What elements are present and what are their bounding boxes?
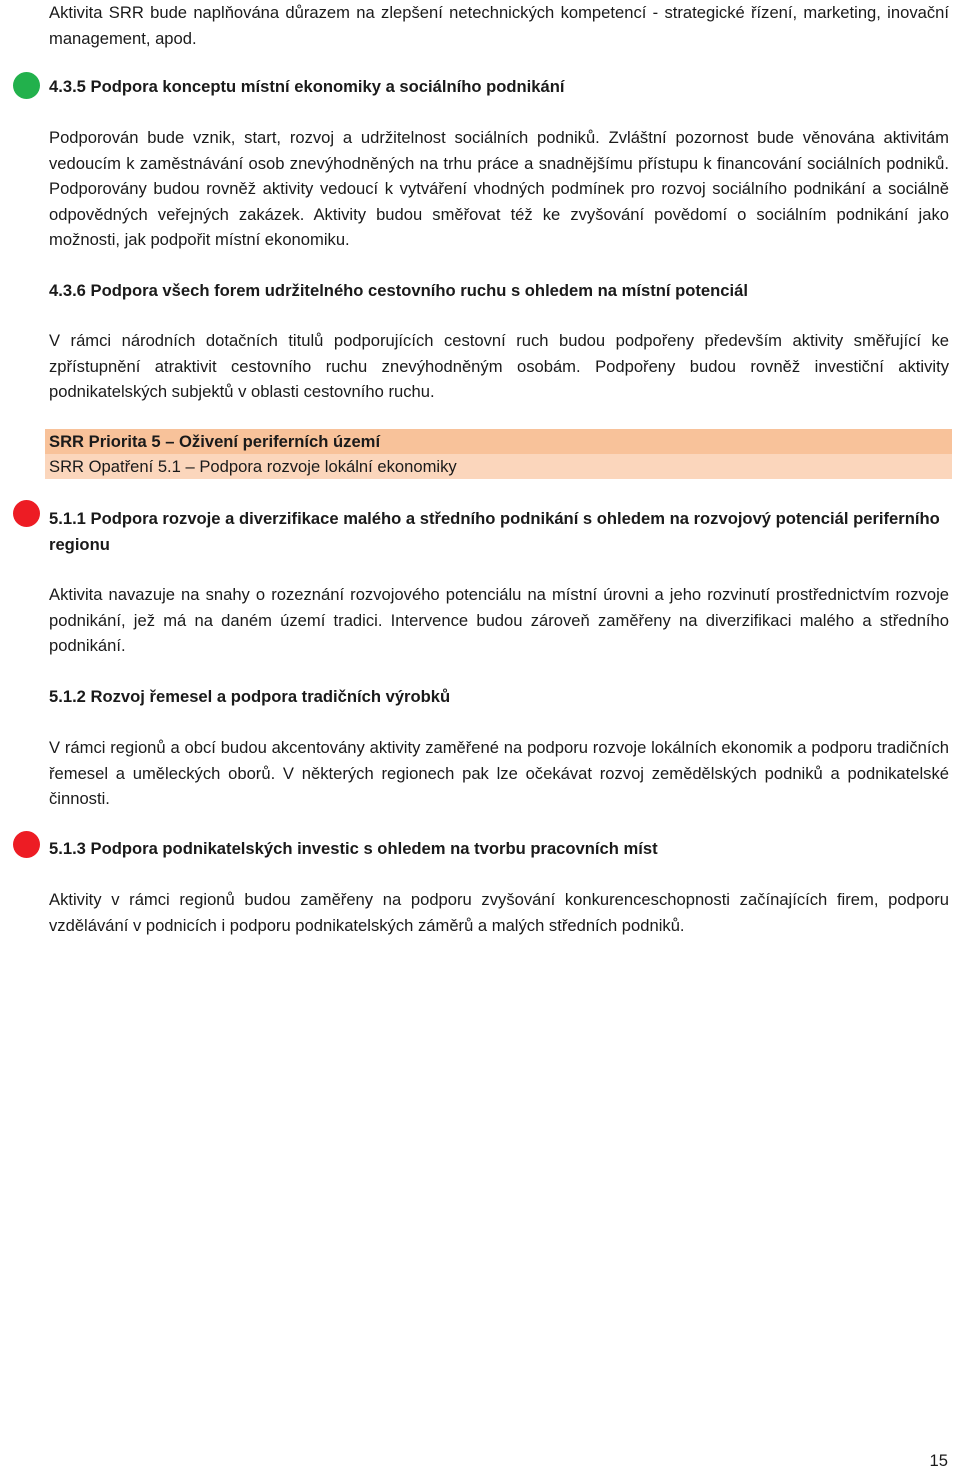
red-status-dot-icon [13, 500, 40, 527]
section-text-5-1-1: Aktivita navazuje na snahy o rozeznání rozvojového potenciálu na místní úrovni a jeho rozvinutí prostřednictvím rozvoje podnikání, jež má na daném území tradici. Intervence budou zároveň zaměřeny na diverzifikaci malého a středního podnikání. [49, 585, 949, 655]
section-text-5-1-3: Aktivity v rámci regionů budou zaměřeny na podporu zvyšování konkurenceschopnosti začínajících firem, podporu vzdělávání v podnicích i podporu podnikatelských záměrů a malých středních podniků. [49, 890, 949, 935]
section-heading-4-3-5: 4.3.5 Podpora konceptu místní ekonomiky a sociálního podnikání [49, 77, 565, 96]
measure-bar: SRR Opatření 5.1 – Podpora rozvoje lokální ekonomiky [45, 454, 952, 479]
section-text-5-1-2: V rámci regionů a obcí budou akcentovány aktivity zaměřené na podporu rozvoje lokálních ekonomik a podporu tradičních řemesel a uměleckých oborů. V některých regionech pak lze očekávat rozvoj zemědělských podniků a podnikatelské činnosti. [49, 738, 949, 808]
section-heading-4-3-6: 4.3.6 Podpora všech forem udržitelného cestovního ruchu s ohledem na místní potenciál [49, 281, 748, 300]
intro-paragraph: Aktivita SRR bude naplňována důrazem na zlepšení netechnických kompetencí - strategické řízení, marketing, inovační management, apod. [49, 3, 949, 48]
priority-bar: SRR Priorita 5 – Oživení periferních území [45, 429, 952, 454]
page-number: 15 [929, 1451, 948, 1470]
section-heading-5-1-3: 5.1.3 Podpora podnikatelských investic s ohledem na tvorbu pracovních míst [49, 839, 658, 858]
section-heading-5-1-2: 5.1.2 Rozvoj řemesel a podpora tradičních výrobků [49, 687, 451, 706]
section-text-4-3-6: V rámci národních dotačních titulů podporujících cestovní ruch budou podpořeny především aktivity směřující ke zpřístupnění atraktivit cestovního ruchu znevýhodněným osobám. Podpořeny budou rovněž investiční aktivity podnikatelských subjektů v oblasti cestovního ruchu. [49, 331, 949, 401]
section-heading-5-1-1: 5.1.1 Podpora rozvoje a diverzifikace malého a středního podnikání s ohledem na rozvojový potenciál periferního regionu [49, 509, 940, 554]
red-status-dot-icon [13, 831, 40, 858]
green-status-dot-icon [13, 72, 40, 99]
section-text-4-3-5: Podporován bude vznik, start, rozvoj a udržitelnost sociálních podniků. Zvláštní pozornost bude věnována aktivitám vedoucím k zaměstnávání osob znevýhodněných na trhu práce a snadnějšímu přístupu k financování sociálních podniků. Podporovány budou rovněž aktivity vedoucí k vytváření vhodných podmínek pro rozvoj sociálního podnikání a sociálně odpovědných veřejných zakázek. Aktivity budou směřovat též ke zvyšování povědomí o sociálním podnikání jako možnosti, jak podpořit místní ekonomiku. [49, 128, 949, 249]
